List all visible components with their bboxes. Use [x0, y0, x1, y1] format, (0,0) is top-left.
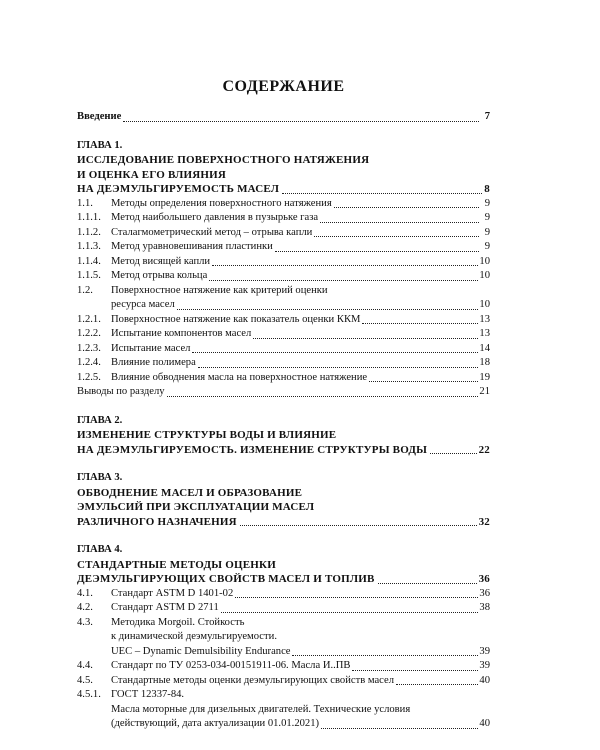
entry-page: 22 [478, 443, 490, 456]
entry-number: 4.3. [77, 616, 93, 628]
entry-number: 1.2.4. [77, 357, 101, 368]
leader-dots [235, 597, 478, 598]
toc-entry-chapter-2[interactable] [77, 443, 490, 458]
entry-page: 10 [479, 299, 490, 310]
leader-dots [282, 193, 482, 194]
toc-entry[interactable] [77, 601, 490, 616]
leader-dots [321, 728, 478, 729]
chapter-title-line: ИЗМЕНЕНИЕ СТРУКТУРЫ ВОДЫ И ВЛИЯНИЕ [77, 429, 337, 441]
entry-page: 18 [479, 357, 490, 368]
entry-page: 13 [479, 328, 490, 339]
entry-text: Методика Morgoil. Стойкость [111, 616, 245, 628]
leader-dots [396, 684, 478, 685]
leader-dots [292, 655, 478, 656]
toc-entry[interactable] [77, 674, 490, 689]
entry-number: 1.1.4. [77, 255, 101, 267]
entry-text: UEC – Dynamic Demulsibility Endurance [111, 645, 291, 657]
entry-page: 39 [479, 645, 490, 657]
leader-dots [192, 352, 478, 353]
chapter-title-line: СТАНДАРТНЫЕ МЕТОДЫ ОЦЕНКИ [77, 558, 276, 571]
toc-entry[interactable] [77, 371, 490, 386]
entry-text: Методы определения поверхностного натяжения [111, 197, 332, 209]
entry-number: 4.1. [77, 587, 93, 599]
entry-page: 10 [479, 270, 490, 281]
entry-number: 1.2.5. [77, 371, 101, 383]
toc-entry[interactable] [77, 226, 490, 241]
entry-number: 1.2.1. [77, 313, 101, 325]
entry-number: 1.1.3. [77, 241, 101, 252]
chapter-title-line: НА ДЕЭМУЛЬГИРУЕМОСТЬ. ИЗМЕНЕНИЕ СТРУКТУРЫ ВОДЫ [77, 443, 428, 456]
entry-text: Введение [77, 111, 122, 122]
chapter-title-line: ИССЛЕДОВАНИЕ ПОВЕРХНОСТНОГО НАТЯЖЕНИЯ [77, 154, 370, 166]
entry-page: 9 [484, 241, 490, 252]
entry-text: Метод уравновешивания пластинки [111, 241, 273, 252]
entry-page: 8 [484, 183, 490, 195]
chapter-title-line: РАЗЛИЧНОГО НАЗНАЧЕНИЯ [77, 515, 237, 528]
entry-number: 1.1.1. [77, 212, 101, 223]
entry-number: 1.1.2. [77, 226, 101, 238]
entry-page: 19 [479, 371, 490, 383]
entry-number: 1.2.3. [77, 342, 101, 354]
chapter-label: ГЛАВА 2. [77, 414, 123, 426]
entry-text: Масла моторные для дизельных двигателей. Технические условия [111, 703, 411, 715]
toc-entry-chapter-1[interactable] [77, 182, 490, 197]
leader-dots [314, 236, 479, 237]
entry-number: 1.2.2. [77, 328, 101, 339]
entry-page: 13 [479, 313, 490, 325]
entry-text: Стандарт ASTM D 1401-02 [111, 587, 234, 599]
entry-page: 14 [479, 342, 490, 354]
leader-dots [123, 121, 479, 122]
entry-text: Влияние полимера [111, 357, 196, 368]
page-title: СОДЕРЖАНИЕ [222, 78, 345, 95]
toc-entry[interactable] [77, 717, 490, 732]
entry-page: 36 [478, 573, 490, 585]
toc-entry[interactable] [77, 211, 490, 226]
toc-entry[interactable] [77, 298, 490, 313]
entry-number: 1.1.5. [77, 270, 101, 281]
entry-text: Поверхностное натяжение как критерий оценки [111, 284, 328, 296]
entry-page: 40 [479, 674, 490, 686]
entry-text: (действующий, дата актуализации 01.01.2021) [111, 718, 320, 729]
chapter-title-line: ДЕЭМУЛЬГИРУЮЩИХ СВОЙСТВ МАСЕЛ И ТОПЛИВ [77, 573, 375, 585]
leader-dots [352, 670, 478, 671]
chapter-label: ГЛАВА 3. [77, 472, 123, 483]
entry-page: 7 [484, 111, 490, 122]
entry-text: Метод отрыва кольца [111, 270, 208, 281]
entry-text: Испытание компонентов масел [111, 328, 252, 339]
chapter-title-line: ЭМУЛЬСИЙ ПРИ ЭКСПЛУАТАЦИИ МАСЕЛ [77, 501, 315, 513]
chapter-label: ГЛАВА 4. [77, 544, 123, 555]
toc-entry[interactable] [77, 313, 490, 328]
leader-dots [240, 525, 477, 526]
entry-text: Испытание масел [111, 342, 191, 354]
toc-entry[interactable] [77, 255, 490, 270]
toc-entry[interactable] [77, 356, 490, 371]
entry-text: Метод висящей капли [111, 255, 211, 267]
entry-page: 9 [484, 197, 490, 209]
leader-dots [334, 207, 479, 208]
chapter-1 [77, 139, 490, 400]
chapter-title-line: И ОЦЕНКА ЕГО ВЛИЯНИЯ [77, 168, 227, 181]
leader-dots [198, 367, 479, 368]
leader-dots [378, 583, 477, 584]
entry-page: 32 [478, 515, 490, 528]
entry-page: 9 [484, 226, 490, 238]
entry-text: Выводы по разделу [77, 386, 165, 397]
toc-entry-conclusion[interactable] [77, 385, 490, 400]
toc-entry-4-3-head[interactable] [77, 616, 490, 631]
toc-entry[interactable] [77, 269, 490, 284]
toc-entry-intro[interactable] [77, 110, 490, 125]
toc-entry[interactable] [77, 327, 490, 342]
entry-text: к динамической деэмульгируемости. [111, 631, 277, 642]
toc-page [77, 78, 490, 732]
entry-text: Стандарт по ТУ 0253-034-00151911-06. Масла И..ПВ [111, 660, 351, 671]
leader-dots [253, 338, 478, 339]
chapter-label: ГЛАВА 1. [77, 139, 123, 151]
leader-dots [209, 280, 478, 281]
entry-text: Метод наибольшего давления в пузырьке газа [111, 212, 319, 223]
leader-dots [320, 222, 479, 223]
leader-dots [430, 453, 476, 454]
entry-page: 38 [479, 602, 490, 613]
toc-entry[interactable] [77, 240, 490, 255]
entry-page: 21 [479, 386, 490, 397]
toc-entry-chapter-4[interactable] [77, 572, 490, 587]
toc-entry[interactable] [77, 197, 490, 212]
entry-text: Сталагмометрический метод – отрыва капли [111, 226, 313, 238]
chapter-4 [77, 543, 490, 732]
toc-entry[interactable] [77, 587, 490, 602]
leader-dots [221, 612, 479, 613]
entry-text: Поверхностное натяжение как показатель оценки ККМ [111, 313, 361, 325]
toc-entry[interactable] [77, 342, 490, 357]
entry-number: 1.1. [77, 197, 93, 209]
leader-dots [369, 381, 478, 382]
entry-page: 39 [479, 660, 490, 671]
entry-text: Стандарт ASTM D 2711 [111, 602, 219, 613]
chapter-2 [77, 414, 490, 458]
chapter-title-line: ОБВОДНЕНИЕ МАСЕЛ И ОБРАЗОВАНИЕ [77, 486, 303, 499]
leader-dots [362, 323, 478, 324]
entry-text: Влияние обводнения масла на поверхностное натяжение [111, 371, 368, 383]
toc-entry-chapter-3[interactable] [77, 515, 490, 530]
entry-number: 4.2. [77, 602, 93, 613]
leader-dots [167, 396, 479, 397]
chapter-title-line: НА ДЕЭМУЛЬГИРУЕМОСТЬ МАСЕЛ [77, 183, 280, 195]
entry-page: 10 [479, 255, 490, 267]
toc-entry-4-5-1-head[interactable] [77, 688, 490, 703]
entry-page: 36 [479, 587, 490, 599]
chapter-3 [77, 471, 490, 529]
entry-number: 1.2. [77, 284, 93, 296]
entry-number: 4.4. [77, 660, 93, 671]
entry-text: ГОСТ 12337-84. [111, 689, 185, 700]
leader-dots [212, 265, 478, 266]
toc-entry[interactable] [77, 645, 490, 660]
entry-text: ресурса масел [111, 299, 175, 310]
leader-dots [177, 309, 479, 310]
toc-entry[interactable] [77, 659, 490, 674]
entry-number: 4.5.1. [77, 689, 101, 700]
entry-number: 4.5. [77, 674, 93, 686]
toc-entry-1-2-head[interactable] [77, 284, 490, 299]
leader-dots [275, 251, 479, 252]
entry-page: 40 [479, 718, 490, 729]
entry-text: Стандартные методы оценки деэмульгирующих свойств масел [111, 674, 395, 686]
entry-page: 9 [484, 212, 490, 223]
